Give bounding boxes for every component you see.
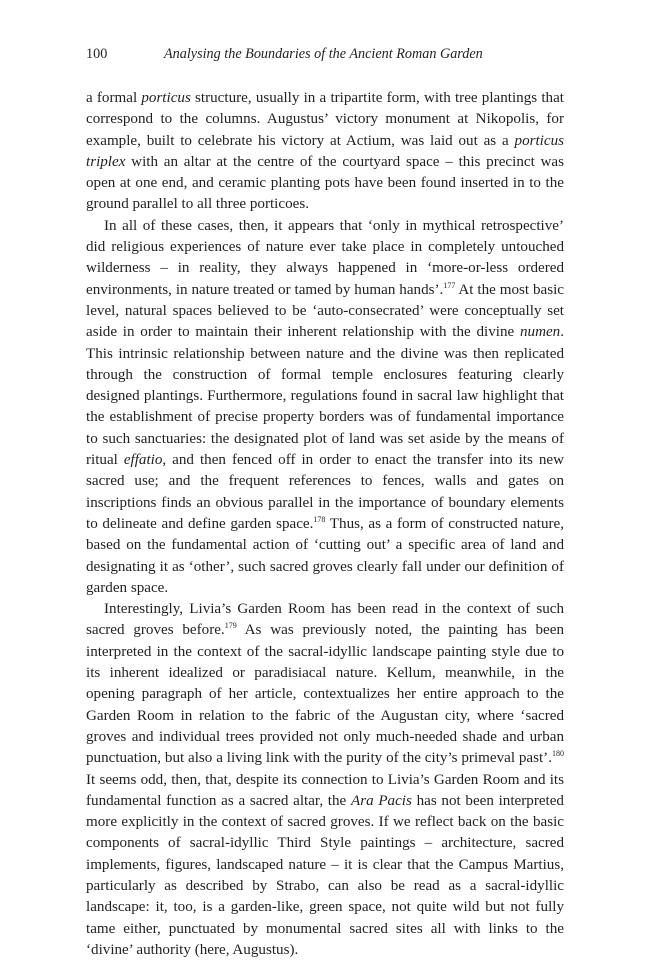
running-header: [86, 44, 564, 64]
running-title: Analysing the Boundaries of the Ancient Roman Garden: [164, 46, 483, 62]
text-run: structure, usually in a tripartite form, with tree plantings that correspond to the columns. Augustus’ victory monument at Nikopolis, for example, built to celebrate his victory at Actium, was laid out as a: [86, 90, 564, 149]
text-run: As was previously noted, the painting has been interpreted in the context of the sacral-idyllic landscape painting style due to its inherent idealized or paradisiacal nature. Kellum, meanwhile, in the opening paragraph of her article, contextualizes her entire approach to the Garden Room in relation to the fabric of the Augustan city, where ‘sacred groves and individual trees provided not only much-needed shade and urban punctuation, but also a living link with the purity of the city’s primeval past’.: [86, 622, 565, 767]
footnote-marker: 179: [224, 621, 237, 631]
text-run: Thus, as a form of constructed nature, based on the fundamental action of ‘cutting out’ a specific area of land and designating it as ‘other’, such sacred groves clearly fall under our definition of garden space.: [86, 515, 564, 596]
text-run: with an altar at the centre of the courtyard space – this precinct was open at one end, and ceramic planting pots have been found inserted in to the ground parallel to all three porticoes.: [86, 153, 564, 213]
text-run: Interestingly, Livia’s Garden Room has been read in the context of such sacred groves before.: [86, 601, 564, 639]
body-text: [86, 88, 564, 961]
text-run: In all of these cases, then, it appears that ‘only in mythical retrospective’ did religious experiences of nature ever take place in completely untouched wilderness – in reality, they always happened in ‘more-or-less ordered environments, in nature treated or tamed by human hands’.: [86, 217, 564, 298]
italic-text: effatio: [123, 452, 163, 469]
footnote-marker: 177: [443, 280, 456, 290]
italic-text: porticus triplex: [86, 132, 564, 170]
text-run: , and then fenced off in order to enact the transfer into its new sacred use; and the frequent references to fences, walls and gates on inscriptions finds an obvious parallel in the importance of boundary elements to delineate and define garden space.: [86, 452, 564, 532]
italic-text: numen: [519, 324, 561, 341]
text-run: It seems odd, then, that, despite its connection to Livia’s Garden Room and its fundamental function as a sacred altar, the: [86, 771, 564, 809]
paragraph: [86, 599, 564, 961]
text-run: has not been interpreted more explicitly in the context of sacred groves. If we reflect back on the basic components of sacral-idyllic Third Style paintings – architecture, sacred implements, figures, landscaped nature – it is clear that the Campus Martius, particularly as described by Strabo, can also be read as a sacral-idyllic landscape: it, too, is a garden-like, green space, not quite wild but not fully tame either, punctuated by monumental sacred sites all with links to the ‘divine’ authority (here, Augustus).: [86, 792, 564, 958]
page-number: 100: [86, 46, 108, 62]
footnote-marker: 178: [313, 514, 326, 524]
text-run: . This intrinsic relationship between nature and the divine was then replicated through the construction of formal temple enclosures featuring clearly designed plantings. Furthermore, regulations found in sacral law highlight that the establishment of precise property borders was of fundamental importance to such sanctuaries: the designated plot of land was set aside by the means of ritual: [86, 324, 564, 469]
italic-text: Ara Pacis: [350, 792, 412, 809]
paragraph: [86, 216, 564, 599]
text-run: At the most basic level, natural spaces believed to be ‘auto-consecrated’ were conceptually set aside in order to maintain their inherent relationship with the divine: [86, 281, 564, 341]
paragraph: [86, 88, 564, 216]
footnote-marker: 180: [552, 749, 564, 759]
text-run: a formal: [86, 90, 142, 106]
italic-text: porticus: [141, 90, 191, 106]
